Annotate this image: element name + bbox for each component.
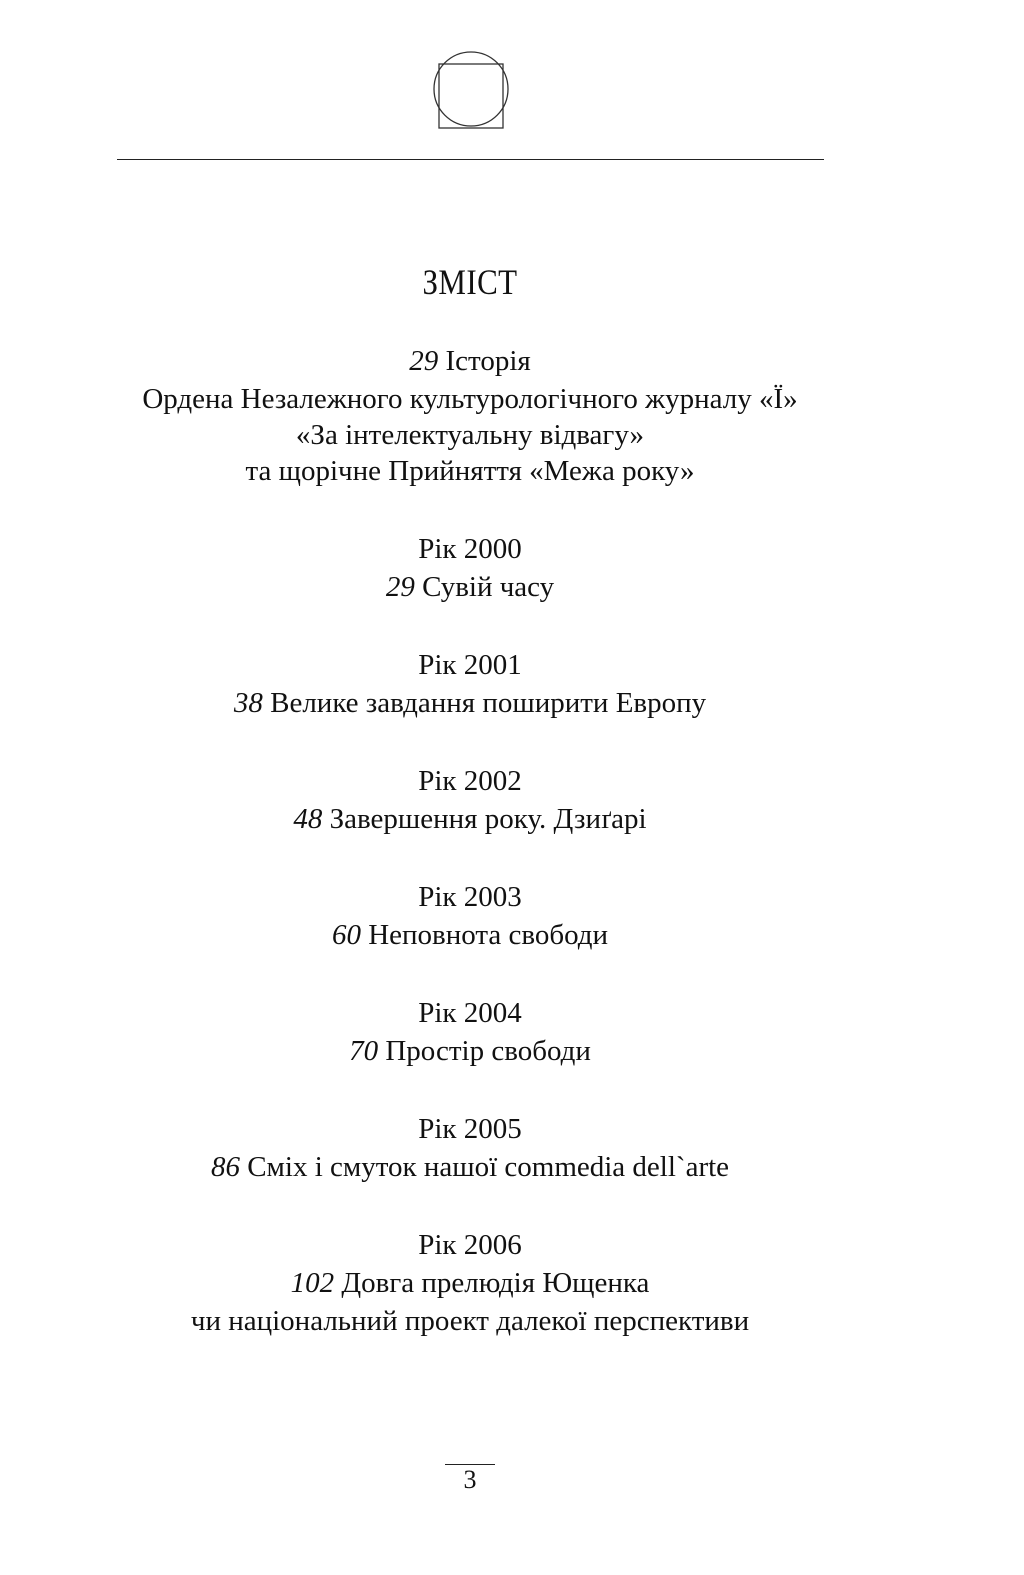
toc-page-number: 60 [331, 919, 361, 951]
toc-year-heading: Рік 2002 [418, 765, 522, 797]
table-of-contents [0, 342, 940, 1340]
toc-page-number: 29 [385, 571, 415, 603]
toc-entry-title: Неповнота свободи [368, 919, 609, 951]
toc-page-number: 29 [409, 345, 439, 377]
toc-entry-text: чи національний проект далекої перспективи [190, 1305, 750, 1337]
toc-year-heading: Рік 2006 [418, 1229, 522, 1261]
toc-entry [0, 1032, 940, 1070]
header-divider [117, 159, 824, 160]
toc-year-heading: Рік 2003 [418, 881, 522, 913]
toc-year-heading: Рік 2005 [418, 1113, 522, 1145]
toc-page-number: 48 [293, 803, 323, 835]
toc-page-number: 102 [290, 1267, 335, 1299]
page-footer [444, 1464, 496, 1495]
toc-year-heading: Рік 2004 [418, 997, 522, 1029]
toc-entry [0, 916, 940, 954]
toc-entry [0, 568, 940, 606]
toc-entry [0, 684, 940, 722]
toc-entry-title: Завершення року. Дзиґарі [329, 803, 647, 835]
toc-page-number: 38 [233, 687, 263, 719]
circle-square-logo-icon [431, 51, 511, 131]
toc-year-heading: Рік 2001 [418, 649, 522, 681]
toc-entry-intro [0, 342, 940, 380]
toc-entry-title: Довга прелюдія Ющенка [341, 1267, 650, 1299]
page-number: 3 [463, 1465, 477, 1494]
toc-entry-title: Велике завдання поширити Европу [270, 687, 707, 719]
toc-entry-text: Ордена Незалежного культурологічного журналу «Ї» [142, 383, 798, 415]
toc-year-heading: Рік 2000 [418, 533, 522, 565]
toc-entry-title: Історія [445, 345, 531, 377]
toc-page-number: 70 [349, 1035, 379, 1067]
toc-entry-title: Простір свободи [385, 1035, 591, 1067]
toc-entry-title: Сувій часу [422, 571, 555, 603]
toc-page-number: 86 [210, 1151, 240, 1183]
toc-entry-text: «За інтелектуальну відвагу» [295, 419, 645, 451]
toc-entry-title: Сміх і смуток нашої commedia dell`arte [247, 1151, 730, 1183]
page-title: ЗМІСТ [422, 262, 518, 302]
toc-entry [0, 1148, 940, 1186]
toc-entry [0, 800, 940, 838]
toc-entry [0, 1264, 940, 1302]
toc-entry-text: та щорічне Прийняття «Межа року» [245, 455, 695, 487]
